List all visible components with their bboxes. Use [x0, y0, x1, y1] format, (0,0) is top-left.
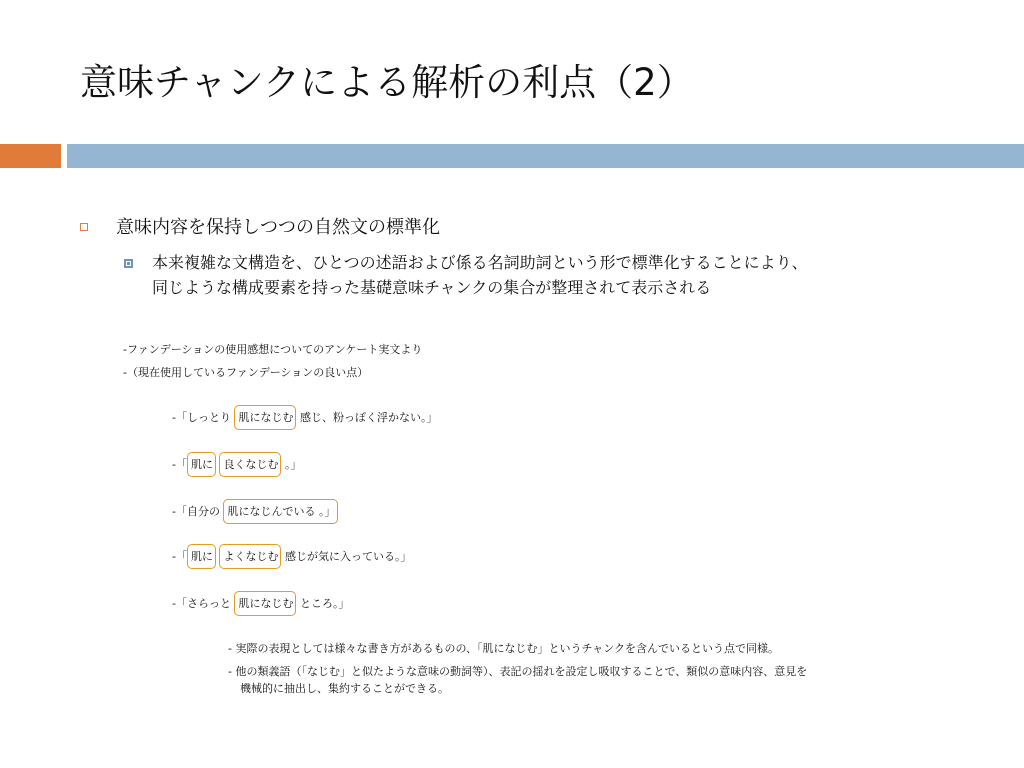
- example-text: 感じ、粉っぽく浮かない。」: [296, 411, 438, 424]
- chunk-highlight: 肌になじむ: [234, 405, 296, 430]
- example-text: -「: [172, 550, 187, 563]
- example-1: [172, 410, 437, 426]
- example-3: [172, 504, 338, 520]
- chunk-highlight: 肌に: [187, 544, 216, 569]
- note-2-line2: 機械的に抽出し、集約することができる。: [240, 682, 449, 695]
- example-text: 。」: [281, 458, 302, 471]
- example-5: [172, 596, 349, 612]
- example-text: -「: [172, 458, 187, 471]
- example-text: -「しっとり: [172, 411, 235, 424]
- example-text: -「さらっと: [172, 597, 235, 610]
- title-accent-bar: [0, 144, 61, 168]
- chunk-highlight: よくなじむ: [219, 544, 281, 569]
- source-line2: -（現在使用しているファンデーションの良い点）: [123, 366, 369, 379]
- square-filled-bullet-icon: [124, 259, 133, 268]
- example-text: 感じが気に入っている。」: [281, 550, 412, 563]
- chunk-highlight: 良くなじむ: [219, 452, 281, 477]
- bullet-level2-line2: 同じような構成要素を持った基礎意味チャンクの集合が整理されて表示される: [152, 278, 712, 297]
- example-4: [172, 549, 411, 565]
- chunk-highlight: 肌になじんでいる 。」: [223, 499, 338, 524]
- square-outline-bullet-icon: [80, 223, 88, 231]
- example-2: [172, 457, 301, 473]
- note-1: - 実際の表現としては様々な書き方があるものの、「肌になじむ」というチャンクを含んでいるという点で同様。: [228, 642, 779, 655]
- title-divider-bar: [67, 144, 1024, 168]
- chunk-highlight: 肌に: [187, 452, 216, 477]
- bullet-level1-text: 意味内容を保持しつつの自然文の標準化: [116, 217, 440, 238]
- chunk-highlight: 肌になじむ: [234, 591, 296, 616]
- source-line1: -ファンデーションの使用感想についてのアンケート実文より: [123, 343, 423, 356]
- bullet-level2-line1: 本来複雑な文構造を、ひとつの述語および係る名詞助詞という形で標準化することにより、: [152, 253, 808, 272]
- example-text: ところ。」: [296, 597, 350, 610]
- example-text: -「自分の: [172, 505, 224, 518]
- slide-title: 意味チャンクによる解析の利点（2）: [80, 61, 694, 104]
- note-2-line1: - 他の類義語（「なじむ」と似たような意味の動詞等）、表記の揺れを設定し吸収することで、類似の意味内容、意見を: [228, 665, 808, 678]
